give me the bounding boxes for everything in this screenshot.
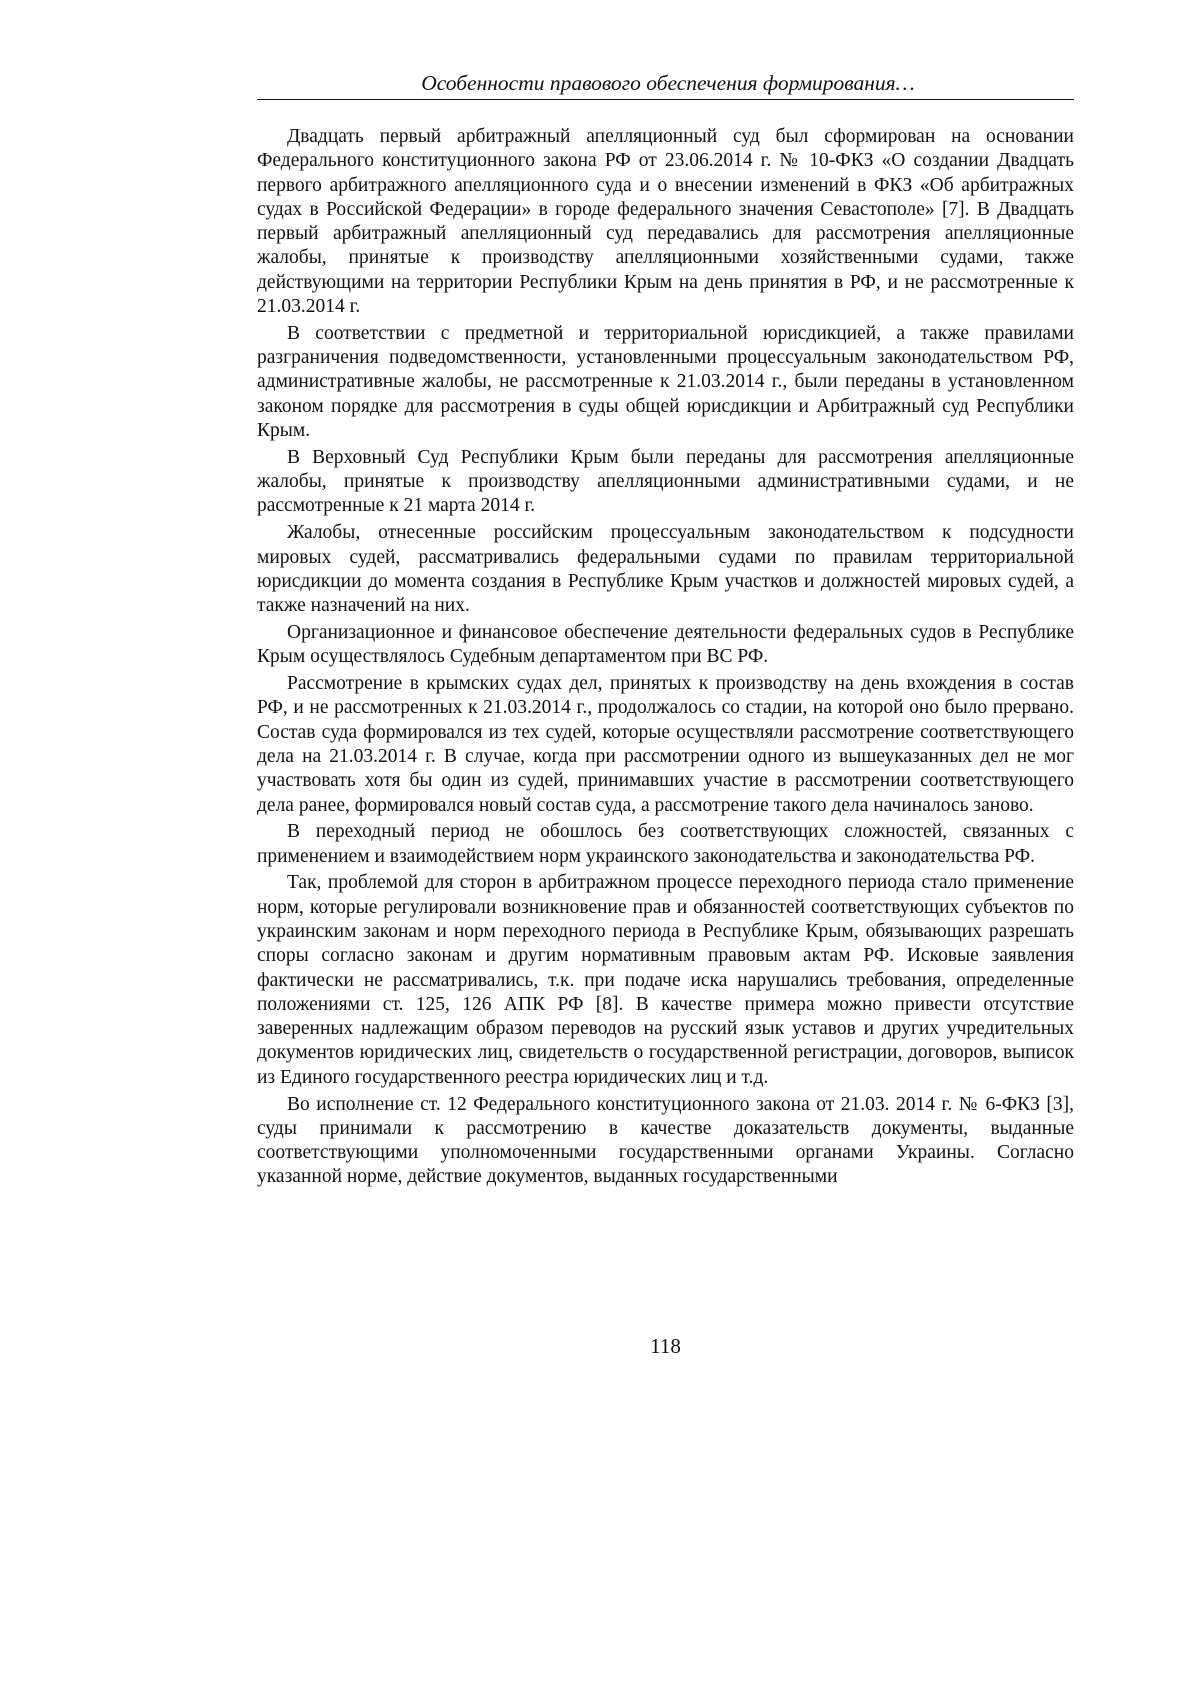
paragraph: В Верховный Суд Республики Крым были переданы для рассмотрения апелляционные жалобы, принятые к производству апелляционными административными судами, и не рассмотренные к 21 марта 2014 г. — [257, 446, 1074, 519]
page-number: 118 — [257, 1334, 1074, 1358]
paragraph: Организационное и финансовое обеспечение деятельности федеральных судов в Республике Крым осуществлялось Судебным департаментом при ВС РФ. — [257, 621, 1074, 670]
running-header-title: Особенности правового обеспечения формирования… — [257, 70, 1074, 100]
article-body — [257, 125, 1074, 1190]
paragraph: В переходный период не обошлось без соответствующих сложностей, связанных с применением и взаимодействием норм украинского законодательства и законодательства РФ. — [257, 820, 1074, 869]
paragraph: Так, проблемой для сторон в арбитражном процессе переходного периода стало применение норм, которые регулировали возникновение прав и обязанностей соответствующих субъектов по украинским законам и норм переходного периода в Республике Крым, обязывающих разрешать споры согласно законам и другим нормативным правовым актам РФ. Исковые заявления фактически не рассматривались, т.к. при подаче иска нарушались требования, определенные положениями ст. 125, 126 АПК РФ [8]. В качестве примера можно привести отсутствие заверенных надлежащим образом переводов на русский язык уставов и других учредительных документов юридических лиц, свидетельств о государственной регистрации, договоров, выписок из Единого государственного реестра юридических лиц и т.д. — [257, 871, 1074, 1090]
paragraph: Жалобы, отнесенные российским процессуальным законодательством к подсудности мировых судей, рассматривались федеральными судами по правилам территориальной юрисдикции до момента создания в Республике Крым участков и должностей мировых судей, а также назначений на них. — [257, 521, 1074, 618]
paragraph: Рассмотрение в крымских судах дел, принятых к производству на день вхождения в состав РФ, и не рассмотренных к 21.03.2014 г., продолжалось со стадии, на которой оно было прервано. Состав суда формировался из тех судей, которые осуществляли рассмотрение соответствующего дела на 21.03.2014 г. В случае, когда при рассмотрении одного из вышеуказанных дел не мог участвовать хотя бы один из судей, принимавших участие в рассмотрении соответствующего дела ранее, формировался новый состав суда, а рассмотрение такого дела начиналось заново. — [257, 672, 1074, 818]
document-page — [257, 70, 1074, 1192]
paragraph: Двадцать первый арбитражный апелляционный суд был сформирован на основании Федерального конституционного закона РФ от 23.06.2014 г. № 10-ФКЗ «О создании Двадцать первого арбитражного апелляционного суда и о внесении изменений в ФКЗ «Об арбитражных судах в Российской Федерации» в городе федерального значения Севастополе» [7]. В Двадцать первый арбитражный апелляционный суд передавались для рассмотрения апелляционные жалобы, принятые к производству апелляционными хозяйственными судами, также действующими на территории Республики Крым на день принятия в РФ, и не рассмотренные к 21.03.2014 г. — [257, 125, 1074, 319]
paragraph: В соответствии с предметной и территориальной юрисдикцией, а также правилами разграничения подведомственности, установленными процессуальным законодательством РФ, административные жалобы, не рассмотренные к 21.03.2014 г., были переданы в установленном законом порядке для рассмотрения в суды общей юрисдикции и Арбитражный суд Республики Крым. — [257, 322, 1074, 443]
paragraph: Во исполнение ст. 12 Федерального конституционного закона от 21.03. 2014 г. № 6-ФКЗ [3], суды принимали к рассмотрению в качестве доказательств документы, выданные соответствующими уполномоченными государственными органами Украины. Согласно указанной норме, действие документов, выданных государственными — [257, 1093, 1074, 1190]
